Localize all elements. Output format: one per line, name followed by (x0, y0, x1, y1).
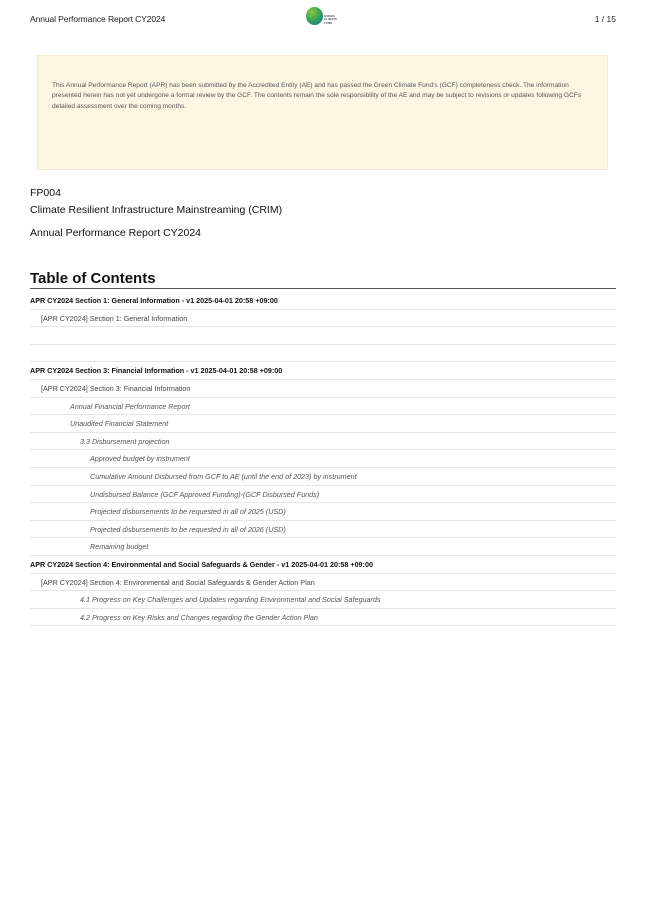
toc-entry[interactable]: 4.2 Progress on Key Risks and Changes regarding the Gender Action Plan (30, 609, 616, 627)
toc-entry-blank (30, 327, 616, 345)
page-header (0, 0, 646, 40)
toc-entry[interactable]: Projected disbursements to be requested in all of 2025 (USD) (30, 503, 616, 521)
toc-entry[interactable]: Remaining budget (30, 538, 616, 556)
table-of-contents (30, 292, 616, 626)
logo-text-line: CLIMATE (324, 17, 338, 22)
toc-entry[interactable]: Annual Financial Performance Report (30, 398, 616, 416)
logo-text-line: GREEN (324, 14, 335, 18)
page-indicator: 1 / 15 (594, 14, 616, 24)
project-code: FP004 (30, 187, 61, 199)
toc-entry[interactable]: 4.1 Progress on Key Challenges and Updates regarding Environmental and Social Safeguards (30, 591, 616, 609)
logo-text-line: FUND (324, 20, 333, 25)
toc-section-header[interactable]: APR CY2024 Section 1: General Information - v1 2025-04-01 20:58 +09:00 (30, 292, 616, 310)
toc-section-header[interactable]: APR CY2024 Section 4: Environmental and Social Safeguards & Gender - v1 2025-04-01 20:58 +09:00 (30, 556, 616, 574)
disclaimer-notice (37, 55, 608, 170)
toc-entry[interactable]: Unaudited Financial Statement (30, 415, 616, 433)
report-subtitle: Annual Performance Report CY2024 (30, 227, 202, 239)
toc-heading: Table of Contents (30, 270, 616, 289)
toc-entry[interactable]: Projected disbursements to be requested in all of 2026 (USD) (30, 521, 616, 539)
header-title: Annual Performance Report CY2024 (30, 14, 166, 24)
toc-entry[interactable]: [APR CY2024] Section 1: General Information (30, 310, 616, 328)
logo-text (324, 15, 337, 25)
green-climate-fund-logo-icon (306, 7, 346, 29)
toc-entry[interactable]: Cumulative Amount Disbursed from GCF to AE (until the end of 2023) by instrument (30, 468, 616, 486)
toc-entry[interactable]: [APR CY2024] Section 4: Environmental and Social Safeguards & Gender Action Plan (30, 574, 616, 592)
toc-entry[interactable]: [APR CY2024] Section 3: Financial Information (30, 380, 616, 398)
toc-section-header[interactable]: APR CY2024 Section 3: Financial Information - v1 2025-04-01 20:58 +09:00 (30, 362, 616, 380)
toc-entry[interactable]: Approved budget by instrument (30, 450, 616, 468)
disclaimer-text: This Annual Performance Report (APR) has been submitted by the Accredited Entity (AE) and has passed the Green Climate Fund's (GCF) completeness check. The information presented herein has not yet undergone a formal review by the GCF. The contents remain the sole responsibility of the AE and may be subject to revisions or updates following GCFs detailed assessment over the coming months. (52, 82, 582, 110)
logo-globe-icon (306, 7, 323, 25)
toc-entry-blank (30, 345, 616, 363)
toc-entry[interactable]: 3.3 Disbursement projection (30, 433, 616, 451)
project-title: Climate Resilient Infrastructure Mainstreaming (CRIM) (30, 204, 283, 216)
toc-entry[interactable]: Undisbursed Balance (GCF Approved Funding)-(GCF Disbursed Funds) (30, 486, 616, 504)
